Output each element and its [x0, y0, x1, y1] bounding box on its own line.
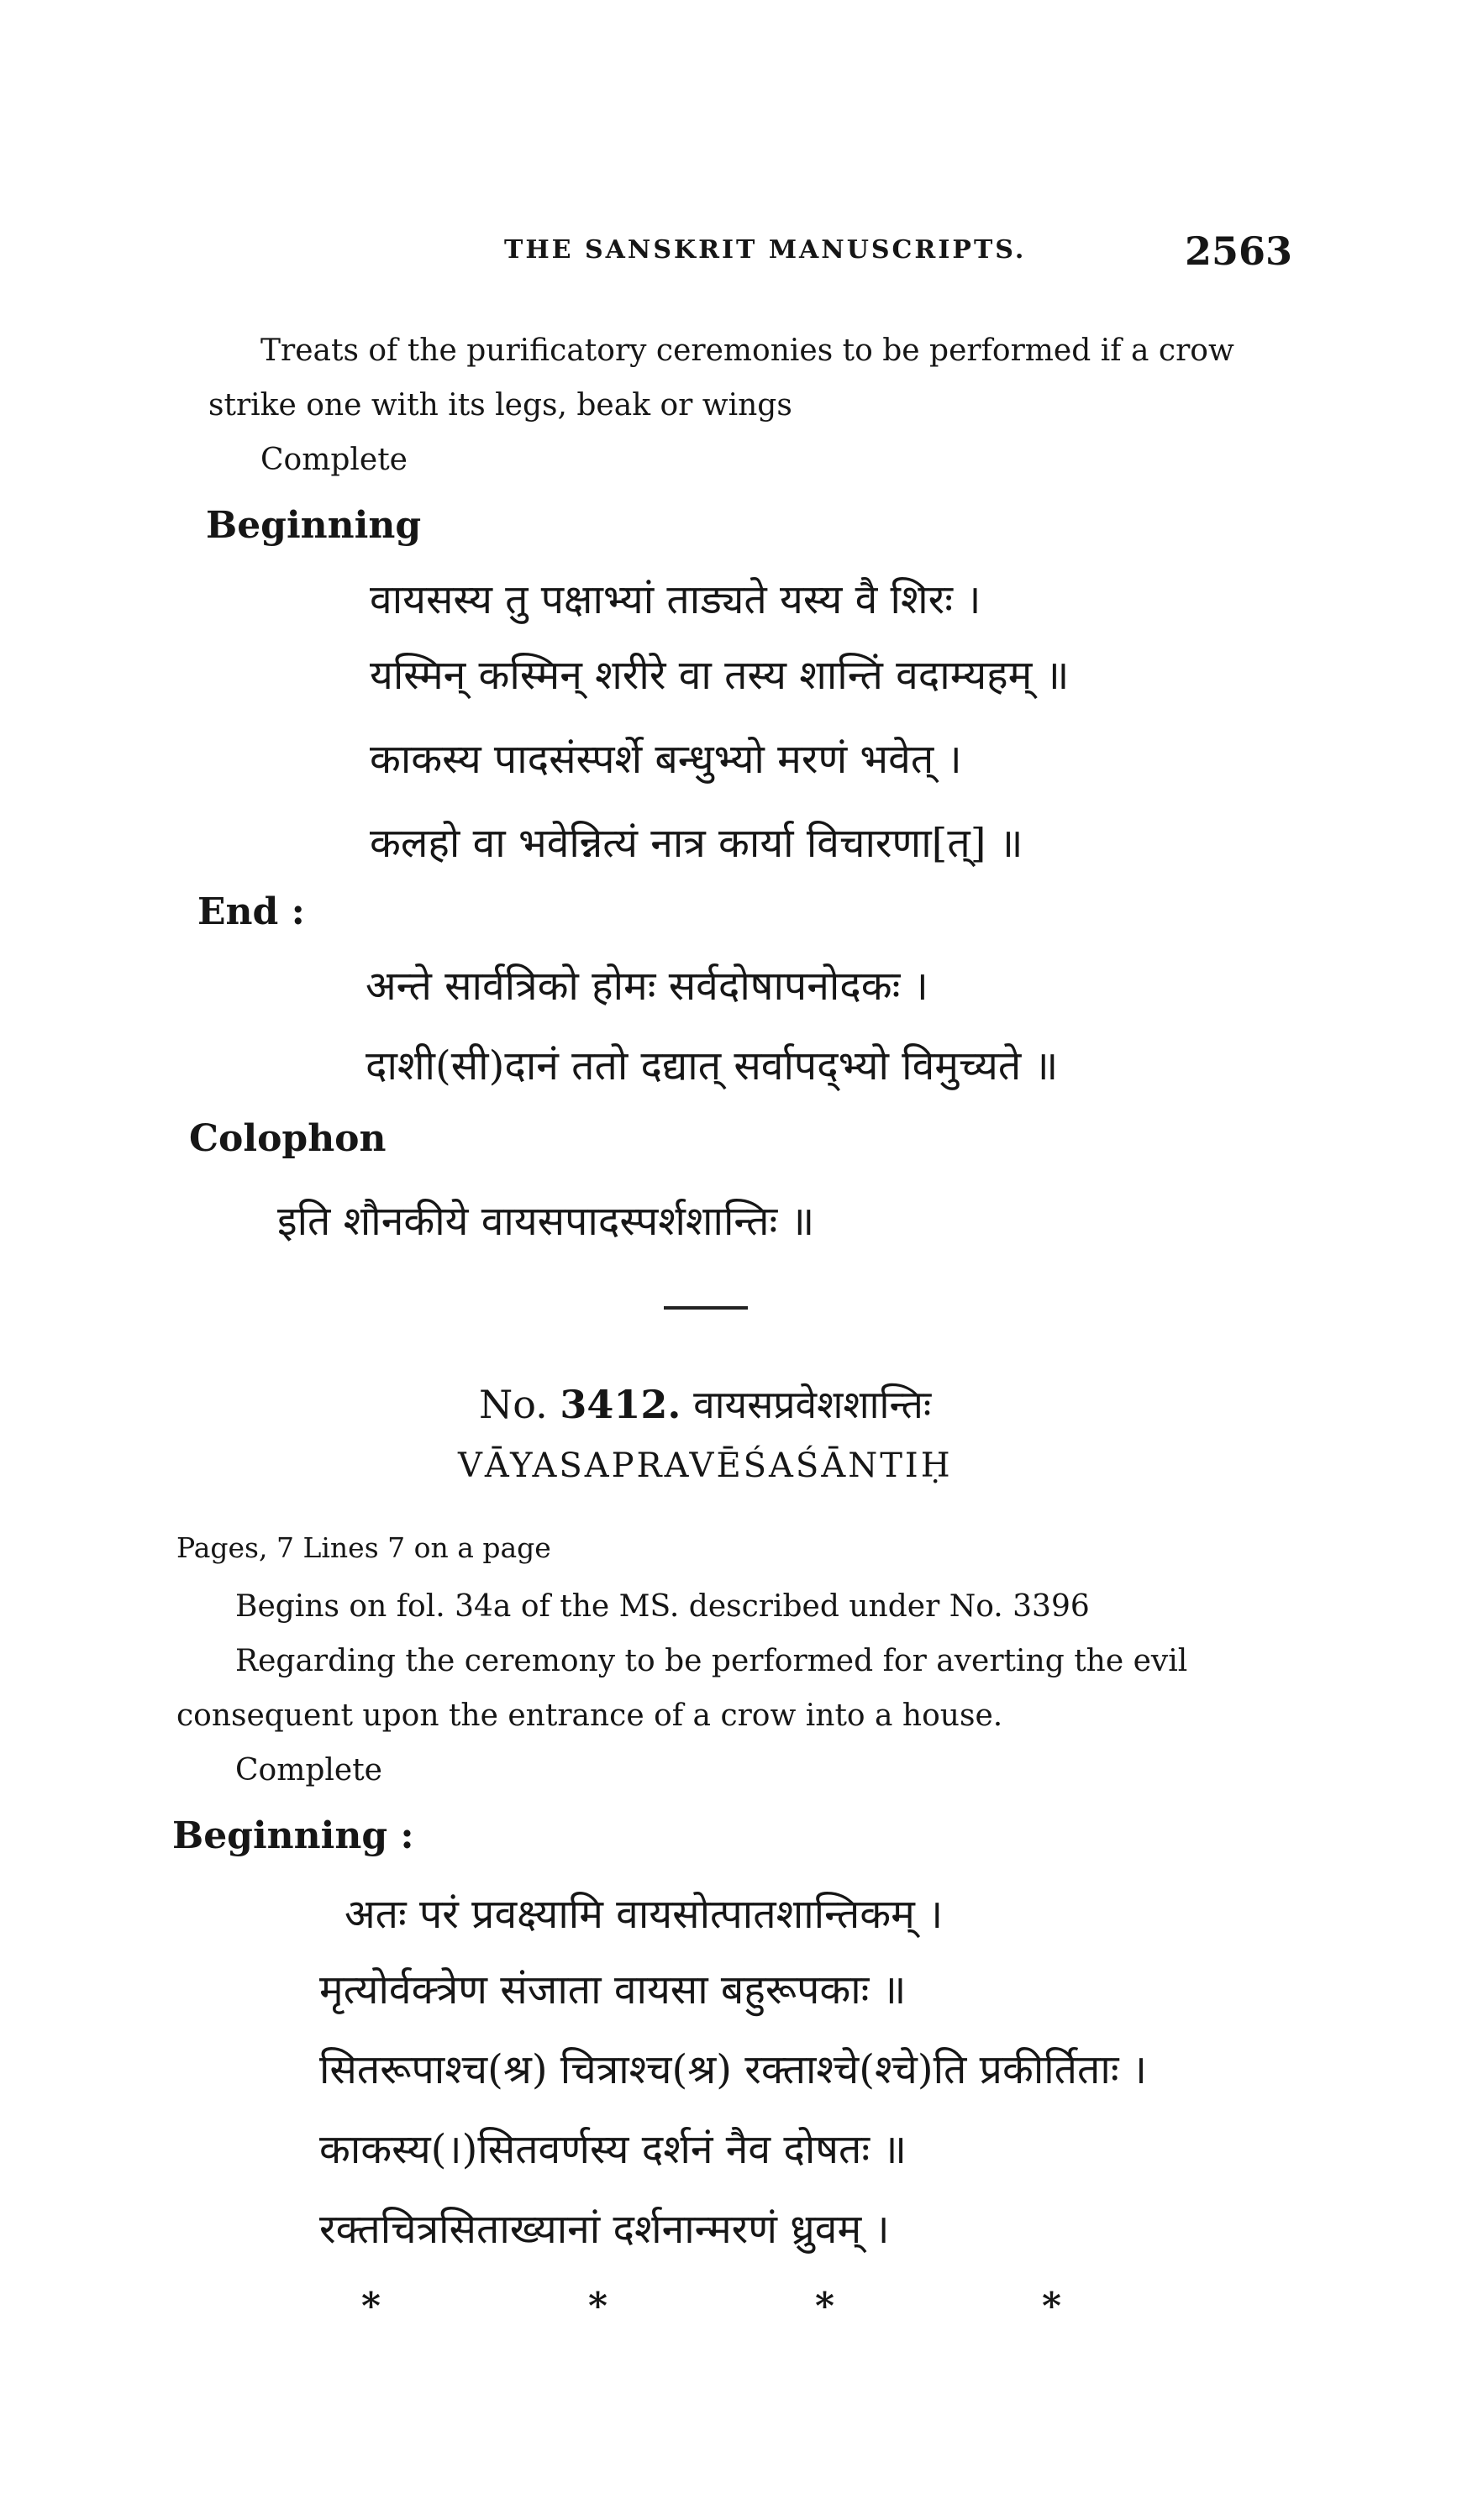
entry2-pages-info: Pages, 7 Lines 7 on a page	[176, 1531, 551, 1564]
entry1-end-label: End :	[197, 890, 305, 933]
entry2-status: Complete	[235, 1753, 382, 1788]
omission-asterisks	[345, 2285, 1101, 2327]
entry2-regarding-line1: Regarding the ceremony to be performed for averting the evil	[235, 1644, 1188, 1678]
entry1-end-line: दाशी(सी)दानं ततो दद्यात् सर्वापद्भ्यो विमुच्यते ॥	[366, 1042, 1059, 1089]
asterisk: *	[361, 2285, 381, 2328]
entry2-beginning-line: रक्तचित्रसिताख्यानां दर्शनान्मरणं ध्रुवम् ।	[319, 2206, 890, 2253]
asterisk: *	[815, 2285, 835, 2328]
entry2-title-roman: VĀYASAPRAVĒŚAŚĀNTIḤ	[458, 1446, 953, 1485]
entry1-description-line2: strike one with its legs, beak or wings	[208, 388, 792, 423]
entry2-begins-line: Begins on fol. 34a of the MS. described under No. 3396	[235, 1589, 1090, 1624]
entry1-description-line1: Treats of the purificatory ceremonies to be performed if a crow	[260, 333, 1234, 368]
entry2-beginning-line: अतः परं प्रवक्ष्यामि वायसोत्पातशान्तिकम् ।	[345, 1891, 944, 1938]
entry1-status: Complete	[260, 443, 408, 477]
entry1-beginning-line: वायसस्य तु पक्षाभ्यां ताड्यते यस्य वै शिरः ।	[370, 576, 981, 623]
entry1-beginning-line: काकस्य पादसंस्पर्शे बन्धुभ्यो मरणं भवेत् ।	[370, 736, 962, 783]
entry2-beginning-line: सितरूपाश्च(श्र) चित्राश्च(श्र) रक्ताश्चे(श्चे)ति प्रकीर्तिताः ।	[319, 2046, 1147, 2093]
running-header: THE SANSKRIT MANUSCRIPTS.	[504, 235, 1027, 265]
entry2-title-devanagari: वायसप्रवेशशान्तिः	[693, 1382, 932, 1427]
entry1-end-line: अन्ते सार्वत्रिको होमः सर्वदोषापनोदकः ।	[366, 963, 928, 1010]
section-divider	[664, 1306, 748, 1310]
entry1-beginning-line: यस्मिन् कस्मिन् शरीरे वा तस्य शान्तिं वदाम्यहम् ॥	[370, 652, 1070, 699]
entry2-beginning-label: Beginning :	[172, 1814, 414, 1857]
entry1-colophon-line: इति शौनकीये वायसपादस्पर्शशान्तिः ॥	[277, 1198, 815, 1245]
entry2-number: 3412.	[560, 1382, 681, 1427]
entry2-number-prefix: No.	[479, 1382, 548, 1427]
entry2-title	[479, 1378, 931, 1430]
entry2-beginning-line: काकस्य(।)सितवर्णस्य दर्शनं नैव दोषतः ॥	[319, 2126, 907, 2173]
asterisk: *	[588, 2285, 608, 2328]
asterisk: *	[1042, 2285, 1062, 2328]
page-number: 2563	[1185, 228, 1293, 274]
entry2-beginning-line: मृत्योर्वक्त्रेण संजाता वायसा बहुरूपकाः ॥	[319, 1966, 907, 2013]
entry2-regarding-line2: consequent upon the entrance of a crow into a house.	[176, 1698, 1003, 1733]
entry1-beginning-line: कलहो वा भवेन्नित्यं नात्र कार्या विचारणा[त्] ॥	[370, 820, 1023, 867]
entry1-beginning-label: Beginning	[206, 504, 422, 547]
entry1-colophon-label: Colophon	[189, 1117, 387, 1160]
